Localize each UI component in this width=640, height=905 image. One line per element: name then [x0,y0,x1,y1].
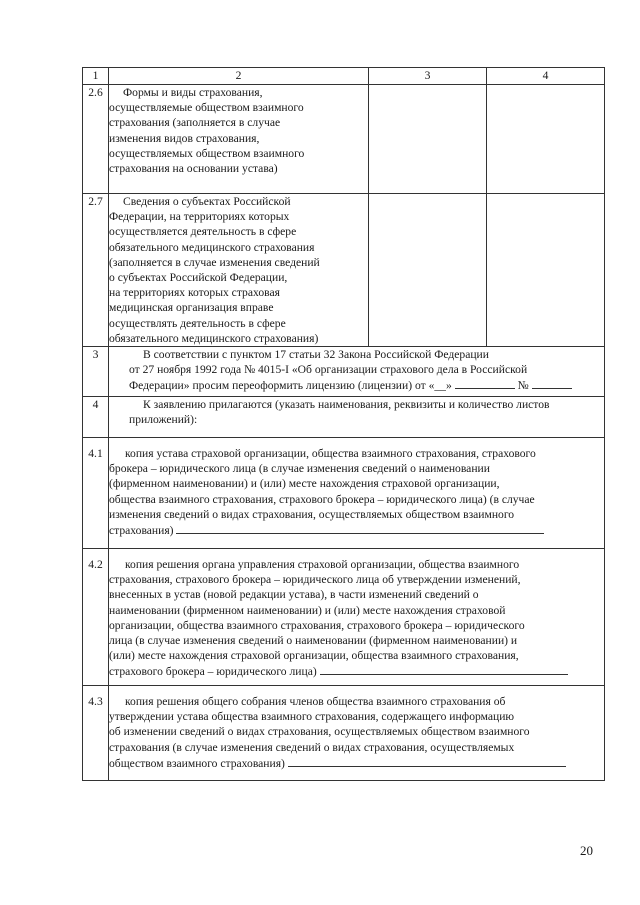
text-line: (фирменном наименовании) и (или) месте нахождения страховой организации, [109,477,500,491]
header-col-3: 3 [369,68,487,85]
row-description [109,85,369,194]
text-line: В соответствии с пунктом 17 статьи 32 Закона Российской Федерации [143,348,489,362]
text-line [109,755,604,771]
text-line: внесенных в устав (новой редакции устава), в части изменений сведений о [109,588,479,602]
text-line-lead: страхового брокера – юридического лица) [109,665,317,679]
text-line: страхования на основании устава) [109,162,278,176]
table-row-4-2 [83,549,605,686]
text-line: (заполняется в случае изменения сведений [109,255,320,269]
page-number: 20 [580,843,593,858]
row-description [109,194,369,347]
fill-in-blank[interactable] [288,755,566,767]
row-number: 4.2 [83,549,109,686]
text-line: лица (в случае изменения сведений о наименовании (фирменном наименовании) и [109,634,518,648]
table-row-3 [83,347,605,397]
text-line: Федерации, на территориях которых [109,210,290,224]
row-number: 4.3 [83,686,109,781]
empty-cell-col-3[interactable] [369,194,487,347]
text-paragraph: К заявлению прилагаются (указать наименования, реквизиты и количество листов приложений): [129,398,550,427]
table-row-4 [83,397,605,438]
row-number: 4 [83,397,109,438]
text-line-lead: Федерации» просим переоформить лицензию (лицензии) от «__» [129,379,452,393]
text-line: изменения видов страхования, [109,131,260,145]
row-number: 2.7 [83,194,109,347]
text-line: изменения сведений о видах страхования, осуществляемых обществом взаимного [109,507,515,521]
text-line [109,522,604,538]
text-line: организации, общества взаимного страхования, страхового брокера – юридического [109,618,525,632]
text-line: (или) месте нахождения страховой организации, общества взаимного страхования, [109,649,519,663]
text-line: осуществлять деятельность в сфере [109,316,286,330]
text-line: страхования, страхового брокера – юридического лица об утверждении изменений, [109,573,521,587]
text-line: страхования (в случае изменения сведений о видах страхования, осуществляемых [109,740,515,754]
text-line [109,663,604,679]
attachment-item [109,438,605,549]
text-line: наименовании (фирменном наименовании) и (или) месте нахождения страховой [109,603,506,617]
table-header-row [83,68,605,85]
text-line: осуществляемые обществом взаимного [109,101,304,115]
fill-in-blank[interactable] [320,663,568,675]
table-row-4-3 [83,686,605,781]
text-line: обязательного медицинского страхования [109,240,315,254]
text-line: об изменении сведений о видах страхования, осуществляемых обществом взаимного [109,725,530,739]
table-row-4-1 [83,438,605,549]
text-line: копия решения общего собрания членов общества взаимного страхования об [125,695,506,709]
date-blank[interactable] [455,377,515,389]
text-line [129,377,604,393]
table-row-2-6 [83,85,605,194]
text-line: общества взаимного страхования, страхового брокера – юридического лица) (в случае [109,492,535,506]
reissue-request-text [109,347,605,397]
empty-cell-col-4[interactable] [487,85,605,194]
text-line: брокера – юридического лица (в случае изменения сведений о наименовании [109,462,490,476]
number-sign: № [517,379,529,393]
fill-in-blank[interactable] [176,522,544,534]
document-page [82,67,604,781]
text-line: Сведения о субъектах Российской [123,195,291,208]
text-line: Формы и виды страхования, [123,86,263,99]
row-number: 2.6 [83,85,109,194]
text-line: от 27 ноября 1992 года № 4015-I «Об организации страхового дела в Российской [129,363,528,377]
header-col-2: 2 [109,68,369,85]
text-line: утверждении устава общества взаимного страхования, содержащего информацию [109,710,515,724]
header-col-4: 4 [487,68,605,85]
attachments-heading [109,397,605,438]
text-line: обязательного медицинского страхования) [109,331,319,345]
license-number-blank[interactable] [532,377,572,389]
text-line: на территориях которых страховая [109,286,280,300]
attachment-item [109,686,605,781]
header-col-1: 1 [83,68,109,85]
text-line: осуществляется деятельность в сфере [109,225,297,239]
text-line-lead: обществом взаимного страхования) [109,756,285,770]
text-line: страхования (заполняется в случае [109,116,281,130]
row-number: 3 [83,347,109,397]
table-row-2-7 [83,194,605,347]
empty-cell-col-3[interactable] [369,85,487,194]
text-line: медицинская организация вправе [109,301,274,315]
text-line: о субъектах Российской Федерации, [109,271,288,285]
text-line: копия устава страховой организации, общества взаимного страхования, страхового [125,447,536,461]
text-line: копия решения органа управления страховой организации, общества взаимного [125,558,520,572]
attachment-item [109,549,605,686]
empty-cell-col-4[interactable] [487,194,605,347]
row-number: 4.1 [83,438,109,549]
text-line: осуществляемых обществом взаимного [109,146,305,160]
text-line-lead: страхования) [109,524,174,538]
application-table [82,67,605,781]
